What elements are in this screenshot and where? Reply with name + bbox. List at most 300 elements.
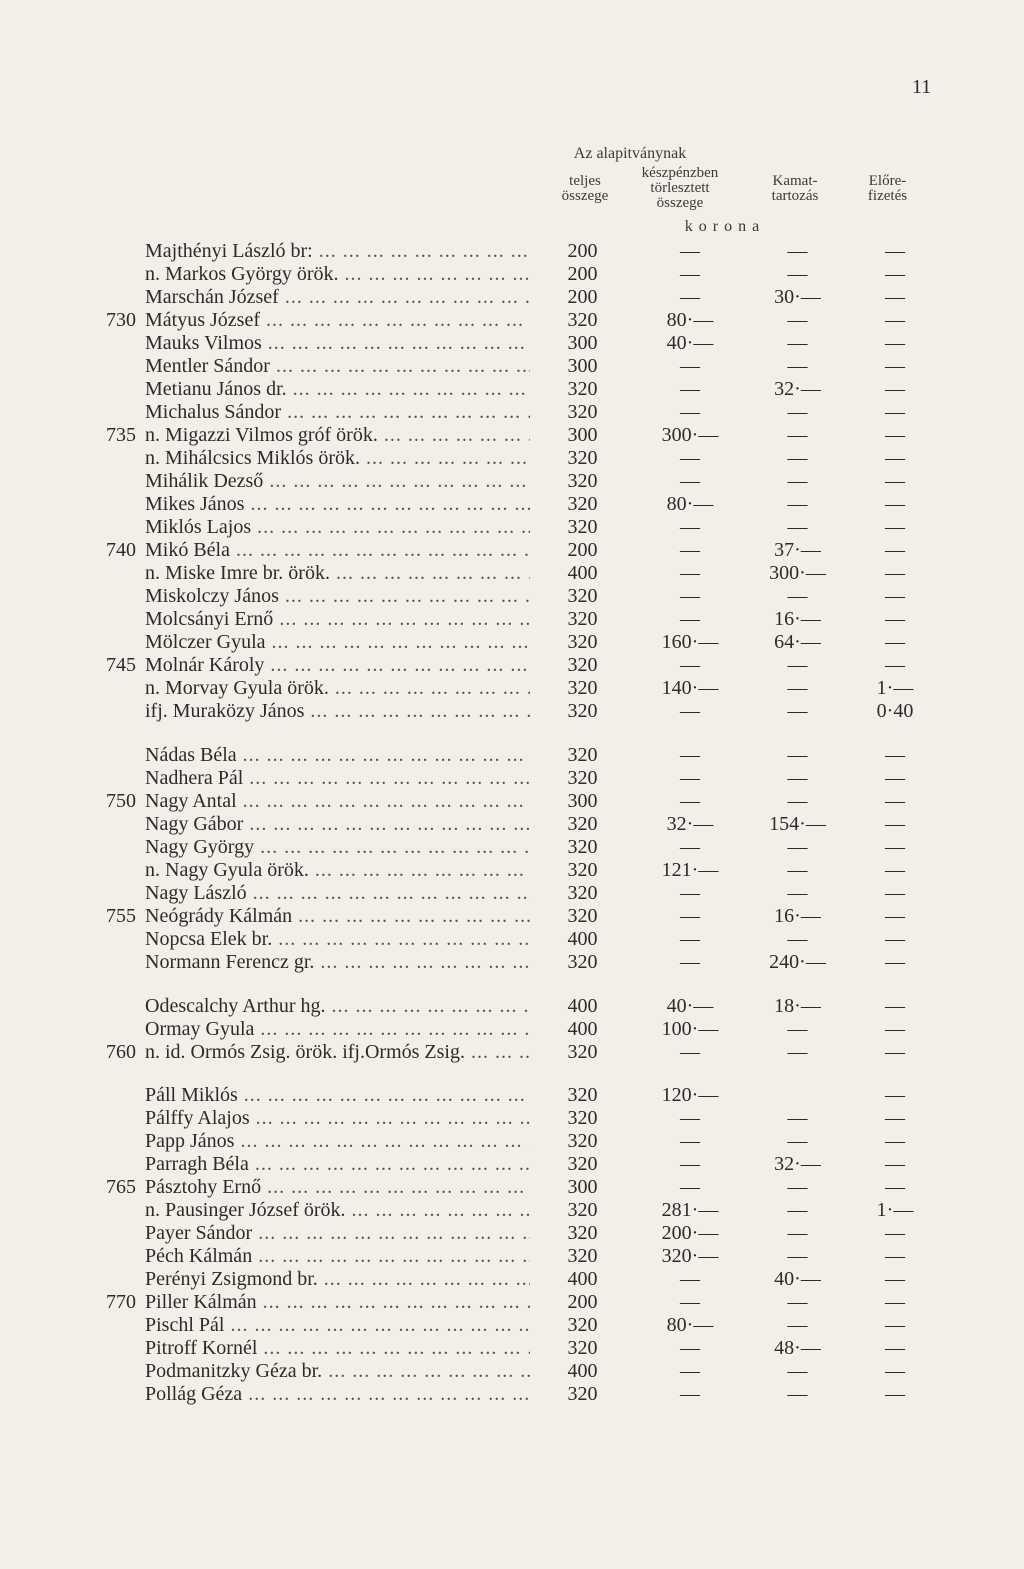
row-total: 320 xyxy=(567,744,598,766)
row-name: Páll Miklós ... . xyxy=(145,1084,530,1107)
row-total: 320 xyxy=(567,859,598,881)
table-row xyxy=(0,240,1024,263)
row-paid: 320·— xyxy=(661,1245,719,1267)
row-interest: — xyxy=(787,654,808,676)
row-total: 320 xyxy=(567,608,598,630)
table-row xyxy=(0,424,1024,447)
row-paid: — xyxy=(680,1153,700,1175)
row-interest: — xyxy=(787,447,808,469)
row-interest: — xyxy=(787,1360,808,1382)
row-paid: — xyxy=(680,516,700,538)
row-name: n. Pausinger József örök. ... . xyxy=(145,1199,530,1222)
table-row xyxy=(0,928,1024,951)
row-total: 320 xyxy=(567,1199,598,1221)
table-row xyxy=(0,1041,1024,1064)
row-interest: — xyxy=(787,424,808,446)
row-total: 320 xyxy=(567,813,598,835)
row-paid: — xyxy=(680,1383,700,1405)
row-total: 320 xyxy=(567,1153,598,1175)
header-col-interest xyxy=(750,174,840,204)
row-paid: — xyxy=(680,608,700,630)
row-prepayment: — xyxy=(885,1314,905,1336)
header-col-total xyxy=(545,174,625,204)
table-row xyxy=(0,1018,1024,1041)
row-interest: 240·— xyxy=(769,951,826,973)
row-interest: — xyxy=(787,1176,808,1198)
row-interest: — xyxy=(787,1222,808,1244)
row-prepayment: — xyxy=(885,401,905,423)
row-prepayment: — xyxy=(885,1222,905,1244)
row-interest: — xyxy=(787,859,808,881)
row-interest: — xyxy=(787,516,808,538)
row-total: 320 xyxy=(567,447,598,469)
row-name: Nagy László ... . xyxy=(145,882,530,905)
table-row xyxy=(0,1176,1024,1199)
row-prepayment: — xyxy=(885,951,905,973)
table-row xyxy=(0,309,1024,332)
row-name: n. Miske Imre br. örök. ... . xyxy=(145,562,530,585)
row-paid: — xyxy=(680,585,700,607)
row-interest: — xyxy=(787,240,808,262)
row-total: 320 xyxy=(567,631,598,653)
row-prepayment: — xyxy=(885,263,905,285)
row-paid: — xyxy=(680,240,700,262)
row-name: n. Mihálcsics Miklós örök. ... . xyxy=(145,447,530,470)
row-prepayment: — xyxy=(885,447,905,469)
row-name: Payer Sándor ... . xyxy=(145,1222,530,1245)
row-name: Neógrády Kálmán ... . xyxy=(145,905,530,928)
row-total: 400 xyxy=(567,1018,598,1040)
row-total: 320 xyxy=(567,493,598,515)
row-total: 400 xyxy=(567,1268,598,1290)
row-total: 400 xyxy=(567,1360,598,1382)
row-paid: 120·— xyxy=(661,1084,719,1106)
row-name: Nopcsa Elek br. ... . xyxy=(145,928,530,951)
row-prepayment: 1·— xyxy=(876,1199,914,1221)
table-row xyxy=(0,493,1024,516)
row-name: Pásztohy Ernő ... . xyxy=(145,1176,530,1199)
row-interest: — xyxy=(787,928,808,950)
row-name: Odescalchy Arthur hg. ... . xyxy=(145,995,530,1018)
row-number: 750 xyxy=(106,790,136,812)
table-row xyxy=(0,516,1024,539)
row-prepayment: — xyxy=(885,1018,905,1040)
row-name: n. id. Ormós Zsig. örök. ifj.Ormós Zsig. ... . xyxy=(145,1041,530,1064)
row-prepayment: — xyxy=(885,928,905,950)
row-interest: — xyxy=(787,1018,808,1040)
row-paid: — xyxy=(680,905,700,927)
row-prepayment: — xyxy=(885,1383,905,1405)
row-paid: — xyxy=(680,1337,700,1359)
row-name: Normann Ferencz gr. ... . xyxy=(145,951,530,974)
row-prepayment: — xyxy=(885,859,905,881)
table-row xyxy=(0,263,1024,286)
row-total: 320 xyxy=(567,767,598,789)
row-paid: — xyxy=(680,1107,700,1129)
row-name: Pischl Pál ... . xyxy=(145,1314,530,1337)
row-interest: — xyxy=(787,1041,808,1063)
row-interest: — xyxy=(787,1130,808,1152)
row-name: Piller Kálmán ... . xyxy=(145,1291,530,1314)
row-paid: 80·— xyxy=(666,493,714,515)
row-prepayment: — xyxy=(885,1176,905,1198)
row-total: 320 xyxy=(567,677,598,699)
row-name: Pálffy Alajos ... . xyxy=(145,1107,530,1130)
row-paid: — xyxy=(680,1360,700,1382)
row-name: n. Nagy Gyula örök. ... . xyxy=(145,859,530,882)
row-prepayment: — xyxy=(885,744,905,766)
row-interest: 37·— xyxy=(774,539,821,561)
table-row xyxy=(0,1107,1024,1130)
row-total: 320 xyxy=(567,882,598,904)
row-total: 320 xyxy=(567,1245,598,1267)
row-prepayment: — xyxy=(885,1130,905,1152)
row-total: 400 xyxy=(567,995,598,1017)
row-interest: — xyxy=(787,836,808,858)
row-name: Mölczer Gyula ... . xyxy=(145,631,530,654)
row-interest: 154·— xyxy=(769,813,826,835)
row-name: Miskolczy János ... . xyxy=(145,585,530,608)
row-paid: — xyxy=(680,355,700,377)
row-paid: 100·— xyxy=(661,1018,719,1040)
row-paid: 140·— xyxy=(661,677,719,699)
row-name: Nádas Béla ... . xyxy=(145,744,530,767)
row-total: 300 xyxy=(567,424,598,446)
row-interest: — xyxy=(787,493,808,515)
row-name: Michalus Sándor ... . xyxy=(145,401,530,424)
row-paid: — xyxy=(680,882,700,904)
row-interest: — xyxy=(787,790,808,812)
row-paid: — xyxy=(680,744,700,766)
row-interest: — xyxy=(787,585,808,607)
row-prepayment: — xyxy=(885,905,905,927)
row-total: 200 xyxy=(567,1291,598,1313)
row-prepayment: — xyxy=(885,608,905,630)
row-prepayment: — xyxy=(885,836,905,858)
table-row xyxy=(0,1360,1024,1383)
row-total: 320 xyxy=(567,470,598,492)
header-col-prepayment xyxy=(845,174,930,204)
row-interest: — xyxy=(787,1107,808,1129)
row-number: 765 xyxy=(106,1176,136,1198)
row-total: 320 xyxy=(567,905,598,927)
row-name: Mentler Sándor ... . xyxy=(145,355,530,378)
table-row xyxy=(0,562,1024,585)
table-row xyxy=(0,836,1024,859)
row-total: 320 xyxy=(567,1314,598,1336)
row-paid: 281·— xyxy=(661,1199,719,1221)
table-row xyxy=(0,1291,1024,1314)
table-row xyxy=(0,882,1024,905)
row-paid: — xyxy=(680,836,700,858)
row-number: 760 xyxy=(106,1041,136,1063)
table-row xyxy=(0,401,1024,424)
row-paid: 40·— xyxy=(666,995,714,1017)
row-prepayment: — xyxy=(885,1360,905,1382)
row-paid: — xyxy=(680,790,700,812)
table-row xyxy=(0,286,1024,309)
row-paid: — xyxy=(680,286,700,308)
row-interest: 40·— xyxy=(774,1268,821,1290)
row-prepayment: — xyxy=(885,470,905,492)
header-title: Az alapitványnak xyxy=(573,145,687,162)
row-name: n. Markos György örök. ... . xyxy=(145,263,530,286)
row-paid: — xyxy=(680,951,700,973)
row-interest: — xyxy=(787,1314,808,1336)
row-interest: 16·— xyxy=(774,608,821,630)
row-prepayment: — xyxy=(885,585,905,607)
row-interest: 30·— xyxy=(774,286,821,308)
row-prepayment: — xyxy=(885,539,905,561)
row-total: 400 xyxy=(567,562,598,584)
row-total: 320 xyxy=(567,378,598,400)
table-row xyxy=(0,1199,1024,1222)
row-prepayment: — xyxy=(885,1337,905,1359)
row-name: Podmanitzky Géza br. ... . xyxy=(145,1360,530,1383)
header-col-total-line2: összege xyxy=(561,188,609,204)
table-row xyxy=(0,378,1024,401)
row-total: 200 xyxy=(567,263,598,285)
row-paid: — xyxy=(680,928,700,950)
row-total: 200 xyxy=(567,240,598,262)
row-total: 320 xyxy=(567,1337,598,1359)
table-row xyxy=(0,813,1024,836)
row-prepayment: — xyxy=(885,631,905,653)
row-number: 735 xyxy=(106,424,136,446)
header-unit: korona xyxy=(684,218,766,235)
row-name: Metianu János dr. ... . xyxy=(145,378,530,401)
table-row xyxy=(0,1084,1024,1107)
row-total: 200 xyxy=(567,286,598,308)
row-name: Marschán József ... . xyxy=(145,286,530,309)
row-prepayment: — xyxy=(885,654,905,676)
row-interest: — xyxy=(787,1291,808,1313)
row-prepayment: 0·40 xyxy=(876,700,914,722)
row-interest: — xyxy=(787,355,808,377)
row-total: 320 xyxy=(567,700,598,722)
row-paid: 32·— xyxy=(666,813,714,835)
table-row xyxy=(0,470,1024,493)
row-prepayment: — xyxy=(885,240,905,262)
row-prepayment: — xyxy=(885,424,905,446)
row-paid: 160·— xyxy=(661,631,719,653)
row-paid: — xyxy=(680,539,700,561)
row-interest: — xyxy=(787,882,808,904)
table-row xyxy=(0,1383,1024,1406)
table-row xyxy=(0,585,1024,608)
row-name: Mikó Béla ... . xyxy=(145,539,530,562)
row-paid: — xyxy=(680,767,700,789)
row-name: Pollág Géza ... . xyxy=(145,1383,530,1406)
row-prepayment: — xyxy=(885,1291,905,1313)
row-total: 300 xyxy=(567,332,598,354)
page-number: 11 xyxy=(912,76,932,98)
table-row xyxy=(0,951,1024,974)
row-paid: — xyxy=(680,470,700,492)
table-row xyxy=(0,767,1024,790)
row-paid: — xyxy=(680,654,700,676)
table-row xyxy=(0,631,1024,654)
row-prepayment: — xyxy=(885,378,905,400)
row-total: 300 xyxy=(567,1176,598,1198)
table-row xyxy=(0,332,1024,355)
row-prepayment: — xyxy=(885,1084,905,1106)
table-row xyxy=(0,654,1024,677)
row-total: 320 xyxy=(567,1041,598,1063)
row-name: Nagy Antal ... . xyxy=(145,790,530,813)
header-col-prepayment-line1: Előre- xyxy=(868,173,907,189)
row-interest: 16·— xyxy=(774,905,821,927)
row-total: 320 xyxy=(567,951,598,973)
row-number: 770 xyxy=(106,1291,136,1313)
row-name: Nagy Gábor ... . xyxy=(145,813,530,836)
row-prepayment: — xyxy=(885,1107,905,1129)
table-row xyxy=(0,905,1024,928)
table-row xyxy=(0,744,1024,767)
row-total: 320 xyxy=(567,1130,598,1152)
table-row xyxy=(0,1337,1024,1360)
row-name: Nagy György ... . xyxy=(145,836,530,859)
row-name: Mikes János ... . xyxy=(145,493,530,516)
row-paid: — xyxy=(680,562,700,584)
row-prepayment: — xyxy=(885,355,905,377)
row-total: 320 xyxy=(567,516,598,538)
header-col-paid-line1: készpénzben xyxy=(641,165,719,181)
row-total: 320 xyxy=(567,836,598,858)
row-paid: 200·— xyxy=(661,1222,719,1244)
header-col-paid-line3: összege xyxy=(656,195,704,211)
row-prepayment: — xyxy=(885,1153,905,1175)
row-total: 200 xyxy=(567,539,598,561)
table-row xyxy=(0,447,1024,470)
row-number: 730 xyxy=(106,309,136,331)
row-name: Mihálik Dezső ... . xyxy=(145,470,530,493)
row-interest: — xyxy=(787,401,808,423)
row-name: Mátyus József ... . xyxy=(145,309,530,332)
row-paid: — xyxy=(680,378,700,400)
header-col-paid xyxy=(625,166,735,211)
row-name: Molcsányi Ernő ... . xyxy=(145,608,530,631)
row-interest: — xyxy=(787,332,808,354)
row-interest: 48·— xyxy=(774,1337,821,1359)
row-total: 320 xyxy=(567,585,598,607)
row-prepayment: — xyxy=(885,813,905,835)
row-interest: — xyxy=(787,1383,808,1405)
row-interest: — xyxy=(787,677,808,699)
row-name: n. Migazzi Vilmos gróf örök. ... . xyxy=(145,424,530,447)
row-total: 320 xyxy=(567,309,598,331)
row-interest: 32·— xyxy=(774,1153,821,1175)
row-paid: 40·— xyxy=(666,332,714,354)
row-paid: — xyxy=(680,263,700,285)
row-prepayment: — xyxy=(885,332,905,354)
row-total: 400 xyxy=(567,928,598,950)
table-row xyxy=(0,1130,1024,1153)
row-number: 740 xyxy=(106,539,136,561)
table-row xyxy=(0,1153,1024,1176)
row-prepayment: — xyxy=(885,1041,905,1063)
row-name: Perényi Zsigmond br. ... . xyxy=(145,1268,530,1291)
row-paid: — xyxy=(680,1041,700,1063)
row-prepayment: — xyxy=(885,790,905,812)
row-name: n. Morvay Gyula örök. ... . xyxy=(145,677,530,700)
row-name: Pitroff Kornél ... . xyxy=(145,1337,530,1360)
row-prepayment: — xyxy=(885,493,905,515)
row-paid: 121·— xyxy=(661,859,719,881)
row-name: Parragh Béla ... . xyxy=(145,1153,530,1176)
row-interest: — xyxy=(787,470,808,492)
row-interest: 32·— xyxy=(774,378,821,400)
header-col-prepayment-line2: fizetés xyxy=(867,188,908,204)
row-paid: 80·— xyxy=(666,1314,714,1336)
row-interest: — xyxy=(787,1199,808,1221)
row-name: Papp János ... . xyxy=(145,1130,530,1153)
row-interest: 300·— xyxy=(769,562,826,584)
header-col-paid-line2: törlesztett xyxy=(650,180,710,196)
row-paid: — xyxy=(680,401,700,423)
row-prepayment: — xyxy=(885,516,905,538)
row-name: Molnár Károly ... . xyxy=(145,654,530,677)
row-total: 320 xyxy=(567,1222,598,1244)
row-paid: 80·— xyxy=(666,309,714,331)
table-row xyxy=(0,539,1024,562)
table-row xyxy=(0,1268,1024,1291)
row-interest: — xyxy=(787,700,808,722)
row-name: Miklós Lajos ... . xyxy=(145,516,530,539)
row-name: Péch Kálmán ... . xyxy=(145,1245,530,1268)
row-total: 320 xyxy=(567,401,598,423)
row-prepayment: — xyxy=(885,562,905,584)
header-col-interest-line2: tartozás xyxy=(771,188,819,204)
header-col-interest-line1: Kamat- xyxy=(772,173,818,189)
table-row xyxy=(0,790,1024,813)
table-row xyxy=(0,677,1024,700)
table-row xyxy=(0,1222,1024,1245)
row-prepayment: — xyxy=(885,767,905,789)
row-paid: — xyxy=(680,1268,700,1290)
table-row xyxy=(0,608,1024,631)
row-number: 755 xyxy=(106,905,136,927)
row-total: 300 xyxy=(567,355,598,377)
row-name: Nadhera Pál ... . xyxy=(145,767,530,790)
row-name: Majthényi László br: ... . xyxy=(145,240,530,263)
row-prepayment: — xyxy=(885,1245,905,1267)
table-row xyxy=(0,1314,1024,1337)
table-row xyxy=(0,995,1024,1018)
row-interest: — xyxy=(787,767,808,789)
table-row xyxy=(0,859,1024,882)
row-total: 320 xyxy=(567,1107,598,1129)
row-total: 320 xyxy=(567,1084,598,1106)
row-paid: — xyxy=(680,700,700,722)
row-interest: — xyxy=(787,263,808,285)
row-total: 320 xyxy=(567,1383,598,1405)
row-prepayment: 1·— xyxy=(876,677,914,699)
table-row xyxy=(0,1245,1024,1268)
table-row xyxy=(0,700,1024,723)
row-prepayment: — xyxy=(885,286,905,308)
header-col-total-line1: teljes xyxy=(569,173,601,189)
row-interest: — xyxy=(787,1245,808,1267)
row-prepayment: — xyxy=(885,882,905,904)
row-interest: — xyxy=(787,744,808,766)
row-prepayment: — xyxy=(885,995,905,1017)
row-paid: 300·— xyxy=(661,424,719,446)
row-paid: — xyxy=(680,1176,700,1198)
row-interest: 64·— xyxy=(774,631,821,653)
row-interest: — xyxy=(787,309,808,331)
row-number: 745 xyxy=(106,654,136,676)
